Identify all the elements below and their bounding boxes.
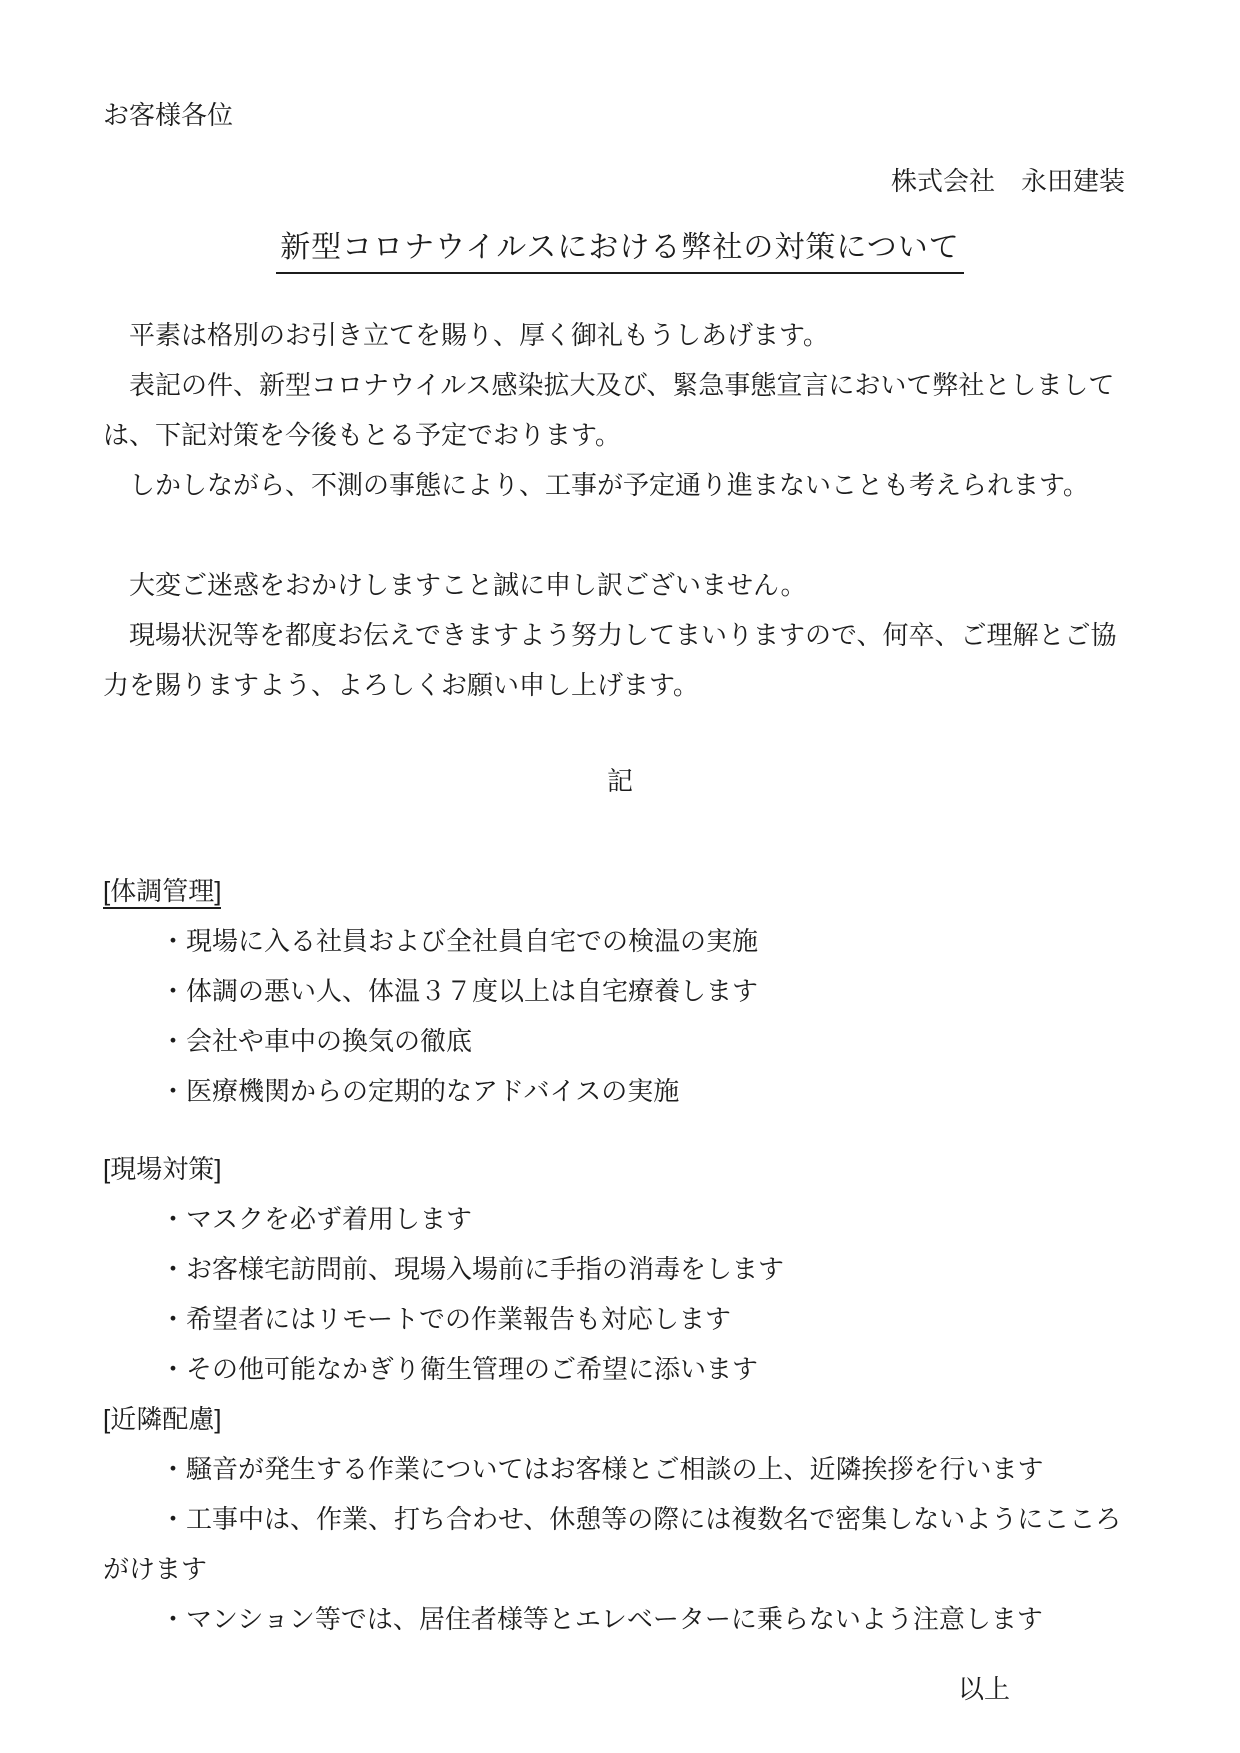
bullet-item: ・マンション等では、居住者様等とエレベーターに乗らないよう注意します (160, 1604, 1043, 1634)
section-heading-row (103, 866, 1137, 916)
bullet-item: ・体調の悪い人、体温３７度以上は自宅療養します (160, 976, 759, 1006)
bullet-item: ・マスクを必ず着用します (160, 1204, 473, 1234)
bullet-item: ・その他可能なかぎり衛生管理のご希望に添います (160, 1354, 759, 1384)
title-row (103, 226, 1137, 274)
section-heading-row (103, 1394, 1137, 1444)
bullet-item: ・工事中は、作業、打ち合わせ、休憩等の際には複数名で密集しないようにこころがけます (103, 1504, 1122, 1584)
section-heading: [現場対策] (103, 1154, 222, 1184)
document-title: 新型コロナウイルスにおける弊社の対策について (276, 226, 964, 274)
bullet-item: ・会社や車中の換気の徹底 (160, 1026, 473, 1056)
intro-paragraph: 平素は格別のお引き立てを賜り、厚く御礼もうしあげます。 (129, 320, 829, 350)
section-heading-row (103, 1144, 1137, 1194)
recipient-line: お客様各位 (103, 100, 234, 130)
record-marker: 記 (606, 766, 633, 796)
intro-paragraphs (103, 310, 1137, 510)
bullet-item: ・お客様宅訪問前、現場入場前に手指の消毒をします (160, 1254, 785, 1284)
section-health-management (103, 866, 1137, 1116)
section-heading: [体調管理] (103, 876, 221, 909)
intro-paragraph: しかしながら、不測の事態により、工事が予定通り進まないことも考えられます。 (129, 470, 1089, 500)
bullet-item: ・騒音が発生する作業についてはお客様とご相談の上、近隣挨拶を行います (160, 1454, 1044, 1484)
closing-line: 以上 (957, 1674, 1010, 1704)
apology-paragraph: 大変ご迷惑をおかけしますこと誠に申し訳ございません。 (129, 570, 807, 600)
apology-paragraph: 現場状況等を都度お伝えできますよう努力してまいりますので、何卒、ご理解とご協力を賜りますよう、よろしくお願い申し上げます。 (103, 620, 1117, 700)
section-site-measures (103, 1144, 1137, 1394)
bullet-item: ・現場に入る社員および全社員自宅での検温の実施 (160, 926, 759, 956)
section-heading: [近隣配慮] (103, 1404, 222, 1434)
sender-company-line: 株式会社 永田建装 (890, 166, 1125, 196)
bullet-item: ・希望者にはリモートでの作業報告も対応します (160, 1304, 731, 1334)
apology-paragraphs (103, 560, 1137, 710)
section-neighbor-consideration (103, 1394, 1137, 1644)
paragraph-spacer (103, 510, 1137, 560)
intro-paragraph: 表記の件、新型コロナウイルス感染拡大及び、緊急事態宣言において弊社としましては、下記対策を今後もとる予定でおります。 (103, 370, 1115, 450)
bullet-item: ・医療機関からの定期的なアドバイスの実施 (160, 1076, 680, 1106)
